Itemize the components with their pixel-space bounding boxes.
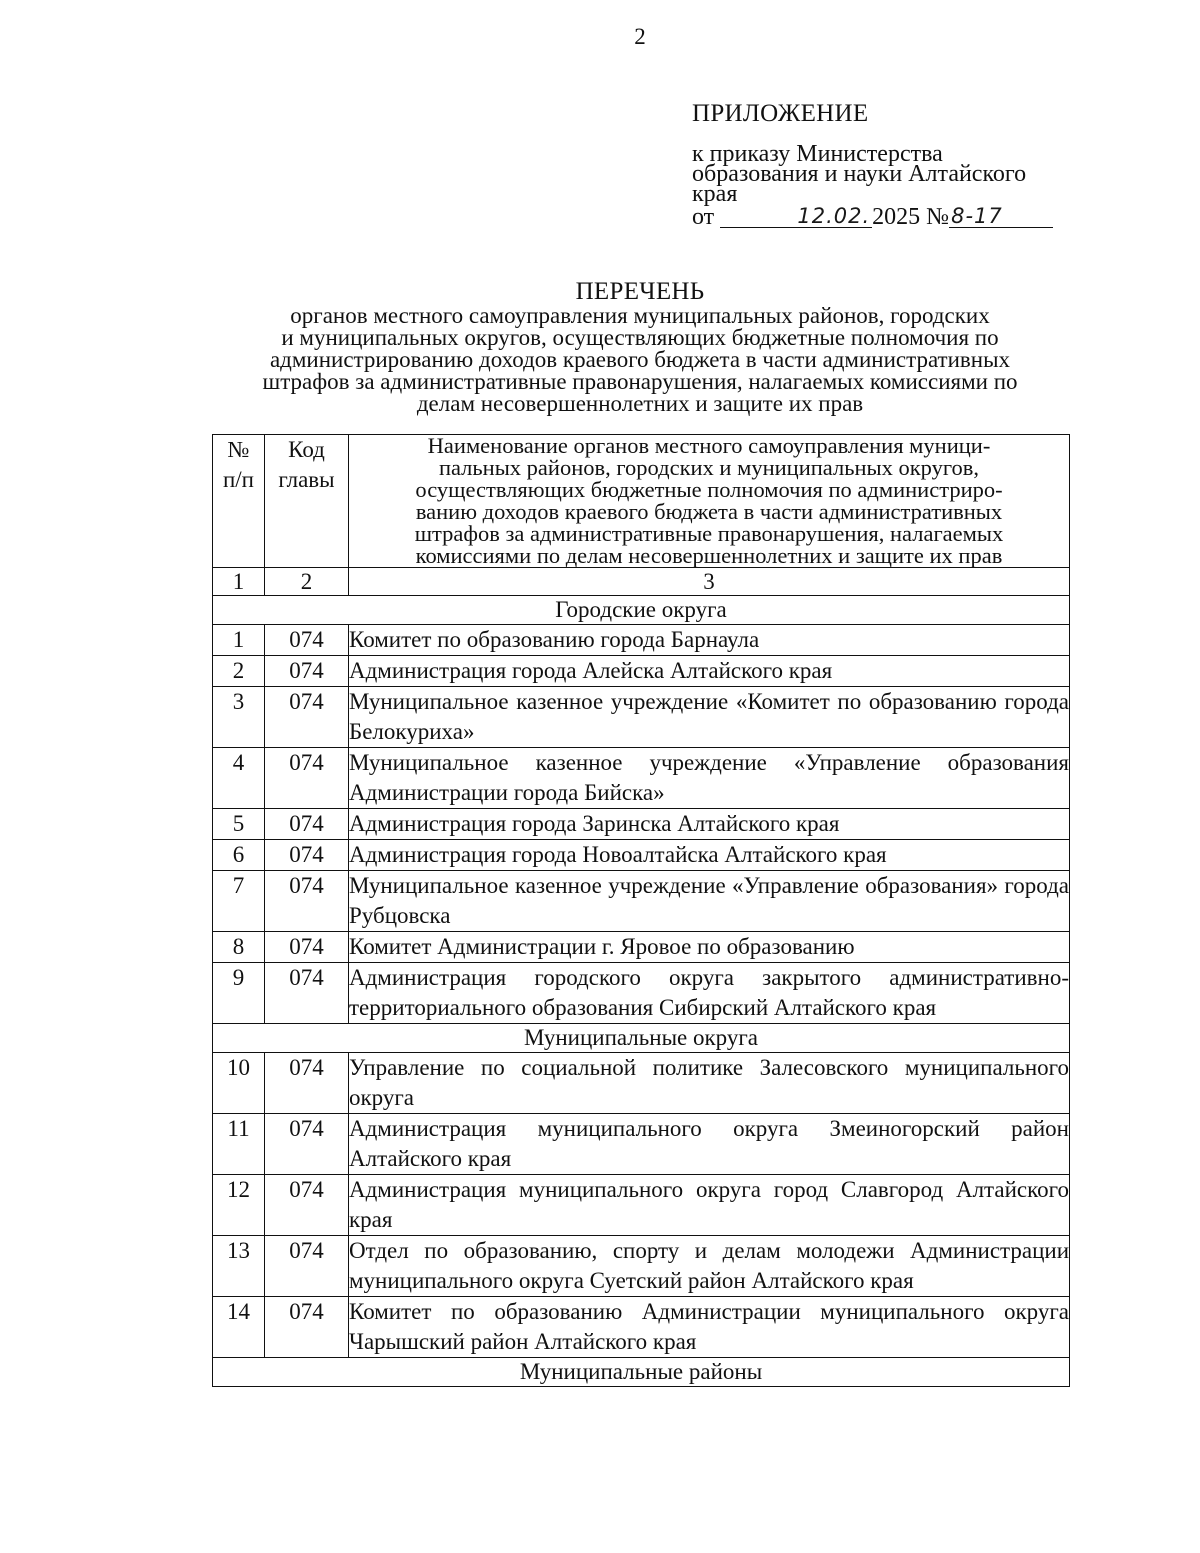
row-name: Муниципальное казенное учреждение «Управление образования» города Рубцовска (349, 871, 1070, 932)
row-name: Муниципальное казенное учреждение «Управление образования Администрации города Бийска» (349, 748, 1070, 809)
authorities-table (212, 434, 1070, 1387)
year-label: 2025 № (872, 204, 950, 230)
order-line (692, 205, 1112, 228)
row-code: 074 (265, 840, 349, 871)
list-description-line: администрированию доходов краевого бюджета в части административных (269, 347, 1011, 372)
header-name-line: комиссиями по делам несовершеннолетних и защите их прав (415, 543, 1003, 568)
appendix-block (692, 100, 1112, 228)
row-name: Администрация города Заринска Алтайского края (349, 809, 1070, 840)
row-code: 074 (265, 1297, 349, 1358)
table-row (213, 748, 1070, 809)
header-name-line: осуществляющих бюджетные полномочия по администриро- (415, 477, 1003, 502)
column-index-3: 3 (349, 568, 1070, 596)
appendix-title: ПРИЛОЖЕНИЕ (692, 100, 869, 127)
row-number: 13 (213, 1236, 265, 1297)
row-code: 074 (265, 1053, 349, 1114)
row-code: 074 (265, 963, 349, 1024)
list-description-line: органов местного самоуправления муниципальных районов, городских (290, 303, 990, 328)
section-row (213, 1024, 1070, 1053)
header-code-line-2: главы (278, 467, 335, 492)
list-description (200, 305, 1080, 415)
section-row (213, 1358, 1070, 1387)
section-title: Муниципальные округа (213, 1024, 1070, 1053)
table-row (213, 1236, 1070, 1297)
appendix-line-1: к приказу Министерства (692, 141, 943, 167)
row-code: 074 (265, 687, 349, 748)
row-name: Комитет по образованию Администрации муниципального округа Чарышский район Алтайского края (349, 1297, 1070, 1358)
list-heading (200, 279, 1080, 415)
list-description-line: штрафов за административные правонарушения, налагаемых комиссиями по (262, 369, 1018, 394)
section-title: Муниципальные районы (213, 1358, 1070, 1387)
row-number: 9 (213, 963, 265, 1024)
row-name: Отдел по образованию, спорту и делам молодежи Администрации муниципального округа Суетский район Алтайского края (349, 1236, 1070, 1297)
header-num-line-1: № (227, 437, 250, 462)
row-number: 5 (213, 809, 265, 840)
row-number: 8 (213, 932, 265, 963)
header-name-line: штрафов за административные правонарушения, налагаемых (414, 521, 1004, 546)
row-code: 074 (265, 656, 349, 687)
table-row (213, 1175, 1070, 1236)
row-code: 074 (265, 809, 349, 840)
row-name: Администрация города Новоалтайска Алтайского края (349, 840, 1070, 871)
row-number: 7 (213, 871, 265, 932)
list-title: ПЕРЕЧЕНЬ (575, 278, 705, 305)
header-name-line: Наименование органов местного самоуправления муници- (427, 433, 991, 458)
appendix-line-2: образования и науки Алтайского (692, 161, 1027, 187)
table-header-row (213, 435, 1070, 568)
list-description-line: и муниципальных округов, осуществляющих бюджетные полномочия по (281, 325, 999, 350)
row-number: 12 (213, 1175, 265, 1236)
row-number: 14 (213, 1297, 265, 1358)
row-name: Администрация города Алейска Алтайского края (349, 656, 1070, 687)
column-index-row (213, 568, 1070, 596)
from-label: от (692, 204, 715, 230)
row-number: 3 (213, 687, 265, 748)
row-number: 6 (213, 840, 265, 871)
row-code: 074 (265, 1236, 349, 1297)
header-name (349, 435, 1070, 568)
row-number: 2 (213, 656, 265, 687)
row-number: 10 (213, 1053, 265, 1114)
row-name: Комитет Администрации г. Яровое по образованию (349, 932, 1070, 963)
row-number: 1 (213, 625, 265, 656)
table-row (213, 1053, 1070, 1114)
table-row (213, 840, 1070, 871)
header-code (265, 435, 349, 568)
table-row (213, 963, 1070, 1024)
table-body (213, 596, 1070, 1387)
row-code: 074 (265, 1114, 349, 1175)
table-row (213, 1297, 1070, 1358)
row-name: Администрация муниципального округа Змеиногорский район Алтайского края (349, 1114, 1070, 1175)
order-number-handwritten: 8-17 (951, 204, 1003, 228)
header-num-line-2: п/п (222, 467, 254, 492)
row-code: 074 (265, 871, 349, 932)
order-date-handwritten: 12.02. (797, 204, 871, 228)
row-number: 4 (213, 748, 265, 809)
row-name: Муниципальное казенное учреждение «Комитет по образованию города Белокуриха» (349, 687, 1070, 748)
table-row (213, 687, 1070, 748)
order-date-field (720, 205, 872, 228)
section-title: Городские округа (213, 596, 1070, 625)
row-name: Администрация городского округа закрытого административно-территориального образования Сибирский Алтайского края (349, 963, 1070, 1024)
row-name: Администрация муниципального округа город Славгород Алтайского края (349, 1175, 1070, 1236)
order-number-field (949, 205, 1053, 228)
section-row (213, 596, 1070, 625)
header-name-line: ванию доходов краевого бюджета в части административных (415, 499, 1003, 524)
row-name: Комитет по образованию города Барнаула (349, 625, 1070, 656)
row-number: 11 (213, 1114, 265, 1175)
row-code: 074 (265, 625, 349, 656)
row-name: Управление по социальной политике Залесовского муниципального округа (349, 1053, 1070, 1114)
appendix-line-3: края (692, 181, 738, 207)
header-name-line: пальных районов, городских и муниципальных округов, (438, 455, 980, 480)
table-row (213, 1114, 1070, 1175)
table-row (213, 625, 1070, 656)
table-row (213, 809, 1070, 840)
column-index-1: 1 (213, 568, 265, 596)
table-row (213, 871, 1070, 932)
row-code: 074 (265, 932, 349, 963)
list-description-line: делам несовершеннолетних и защите их прав (416, 391, 864, 416)
table-row (213, 656, 1070, 687)
column-index-2: 2 (265, 568, 349, 596)
page-number: 2 (634, 24, 646, 49)
row-code: 074 (265, 748, 349, 809)
table-row (213, 932, 1070, 963)
header-num (213, 435, 265, 568)
header-code-line-1: Код (288, 437, 325, 462)
row-code: 074 (265, 1175, 349, 1236)
